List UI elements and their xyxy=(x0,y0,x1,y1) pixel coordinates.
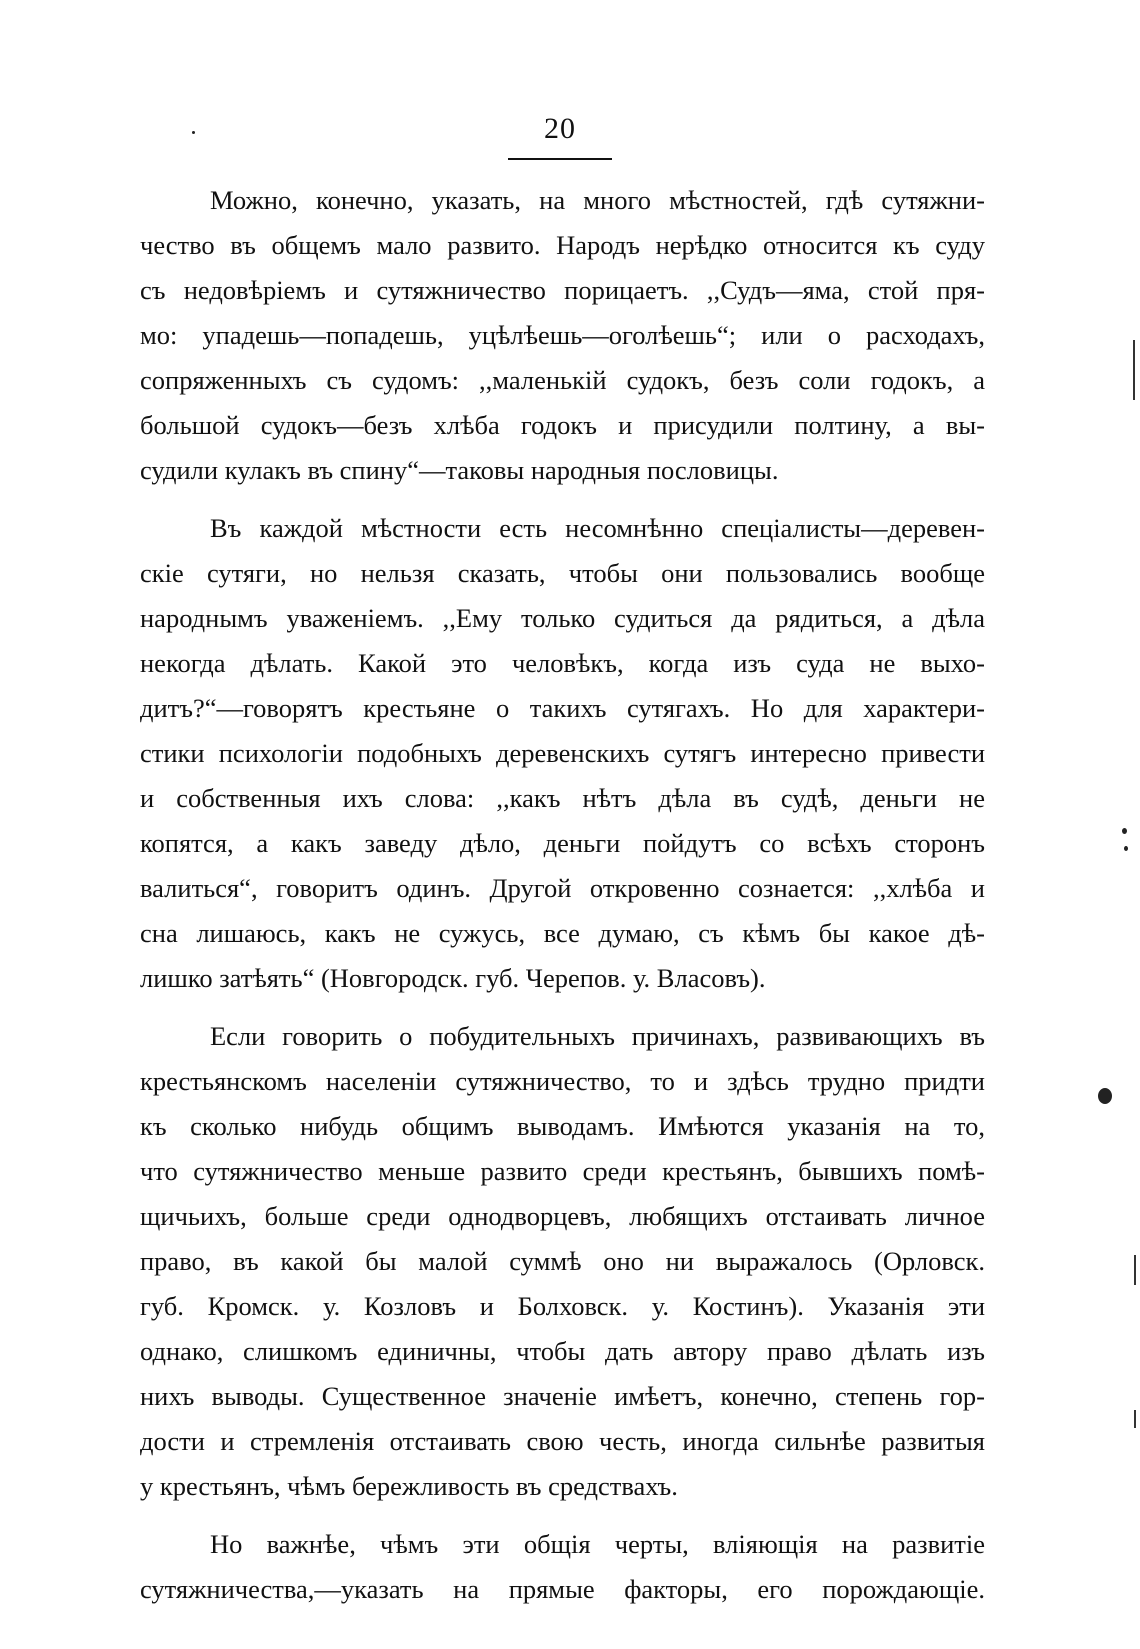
text-line: нихъ выводы. Существенное значеніе имѣетъ, конечно, степень гор- xyxy=(140,1381,985,1411)
text-line: дости и стремленія отстаивать свою честь, иногда сильнѣе развитыя xyxy=(140,1426,985,1456)
text-line: сна лишаюсь, какъ не сужусь, все думаю, съ кѣмъ бы какое дѣ- xyxy=(140,918,985,948)
scan-speck xyxy=(192,131,195,134)
page-number-rule xyxy=(508,158,612,160)
text-line: губ. Кромск. у. Козловъ и Болховск. у. Костинъ). Указанія эти xyxy=(140,1291,985,1321)
scan-speck xyxy=(1122,828,1127,834)
text-line: лишко затѣять“ (Новгородск. губ. Черепов. у. Власовъ). xyxy=(140,963,766,993)
text-line: судили кулакъ въ спину“—таковы народныя пословицы. xyxy=(140,455,779,485)
text-line: сутяжничества,—указать на прямые факторы, его порождающіе. xyxy=(140,1574,985,1604)
text-line: къ сколько нибудь общимъ выводамъ. Имѣются указанія на то, xyxy=(140,1111,985,1141)
scan-speck xyxy=(1124,846,1128,851)
text-line: Можно, конечно, указать, на много мѣстностей, гдѣ сутяжни- xyxy=(210,185,985,215)
text-line: однако, слишкомъ единичны, чтобы дать автору право дѣлать изъ xyxy=(140,1336,985,1366)
text-line: некогда дѣлать. Какой это человѣкъ, когда изъ суда не выхо- xyxy=(140,648,985,678)
text-line: щичьихъ, больше среди однодворцевъ, любящихъ отстаивать личное xyxy=(140,1201,985,1231)
text-line: стики психологіи подобныхъ деревенскихъ сутягъ интересно привести xyxy=(140,738,985,768)
text-line: и собственныя ихъ слова: ,,какъ нѣтъ дѣла въ судѣ, деньги не xyxy=(140,783,985,813)
scan-edge-mark xyxy=(1133,340,1135,400)
text-line: съ недовѣріемъ и сутяжничество порицаетъ. ,,Судъ—яма, стой пря- xyxy=(140,275,985,305)
scan-edge-mark xyxy=(1134,1410,1136,1428)
text-line: сопряженныхъ съ судомъ: ,,маленькій судокъ, безъ соли годокъ, а xyxy=(140,365,985,395)
text-line: валиться“, говоритъ одинъ. Другой откровенно сознается: ,,хлѣба и xyxy=(140,873,985,903)
scan-speck xyxy=(1098,1088,1112,1104)
scan-edge-mark xyxy=(1134,1255,1136,1285)
text-line: у крестьянъ, чѣмъ бережливость въ средствахъ. xyxy=(140,1471,678,1501)
text-line: чество въ общемъ мало развито. Народъ нерѣдко относится къ суду xyxy=(140,230,985,260)
text-line: крестьянскомъ населеніи сутяжничество, то и здѣсь трудно придти xyxy=(140,1066,985,1096)
text-line: копятся, а какъ заведу дѣло, деньги пойдутъ со всѣхъ сторонъ xyxy=(140,828,985,858)
text-line: дитъ?“—говорятъ крестьяне о такихъ сутягахъ. Но для характери- xyxy=(140,693,985,723)
text-line: Въ каждой мѣстности есть несомнѣнно спеціалисты—деревен- xyxy=(210,513,985,543)
text-line: Но важнѣе, чѣмъ эти общія черты, вліяющія на развитіе xyxy=(210,1529,985,1559)
body-text xyxy=(140,178,985,1612)
page-number: 20 xyxy=(544,112,576,145)
text-line: скіе сутяги, но нельзя сказать, чтобы они пользовались вообще xyxy=(140,558,985,588)
text-line: мо: упадешь—попадешь, уцѣлѣешь—оголѣешь“; или о расходахъ, xyxy=(140,320,985,350)
text-line: Если говорить о побудительныхъ причинахъ, развивающихъ въ xyxy=(210,1021,985,1051)
text-line: право, въ какой бы малой суммѣ оно ни выражалось (Орловск. xyxy=(140,1246,985,1276)
text-line: большой судокъ—безъ хлѣба годокъ и присудили полтину, а вы- xyxy=(140,410,985,440)
text-line: народнымъ уваженіемъ. ,,Ему только судиться да рядиться, а дѣла xyxy=(140,603,985,633)
text-line: что сутяжничество меньше развито среди крестьянъ, бывшихъ помѣ- xyxy=(140,1156,985,1186)
